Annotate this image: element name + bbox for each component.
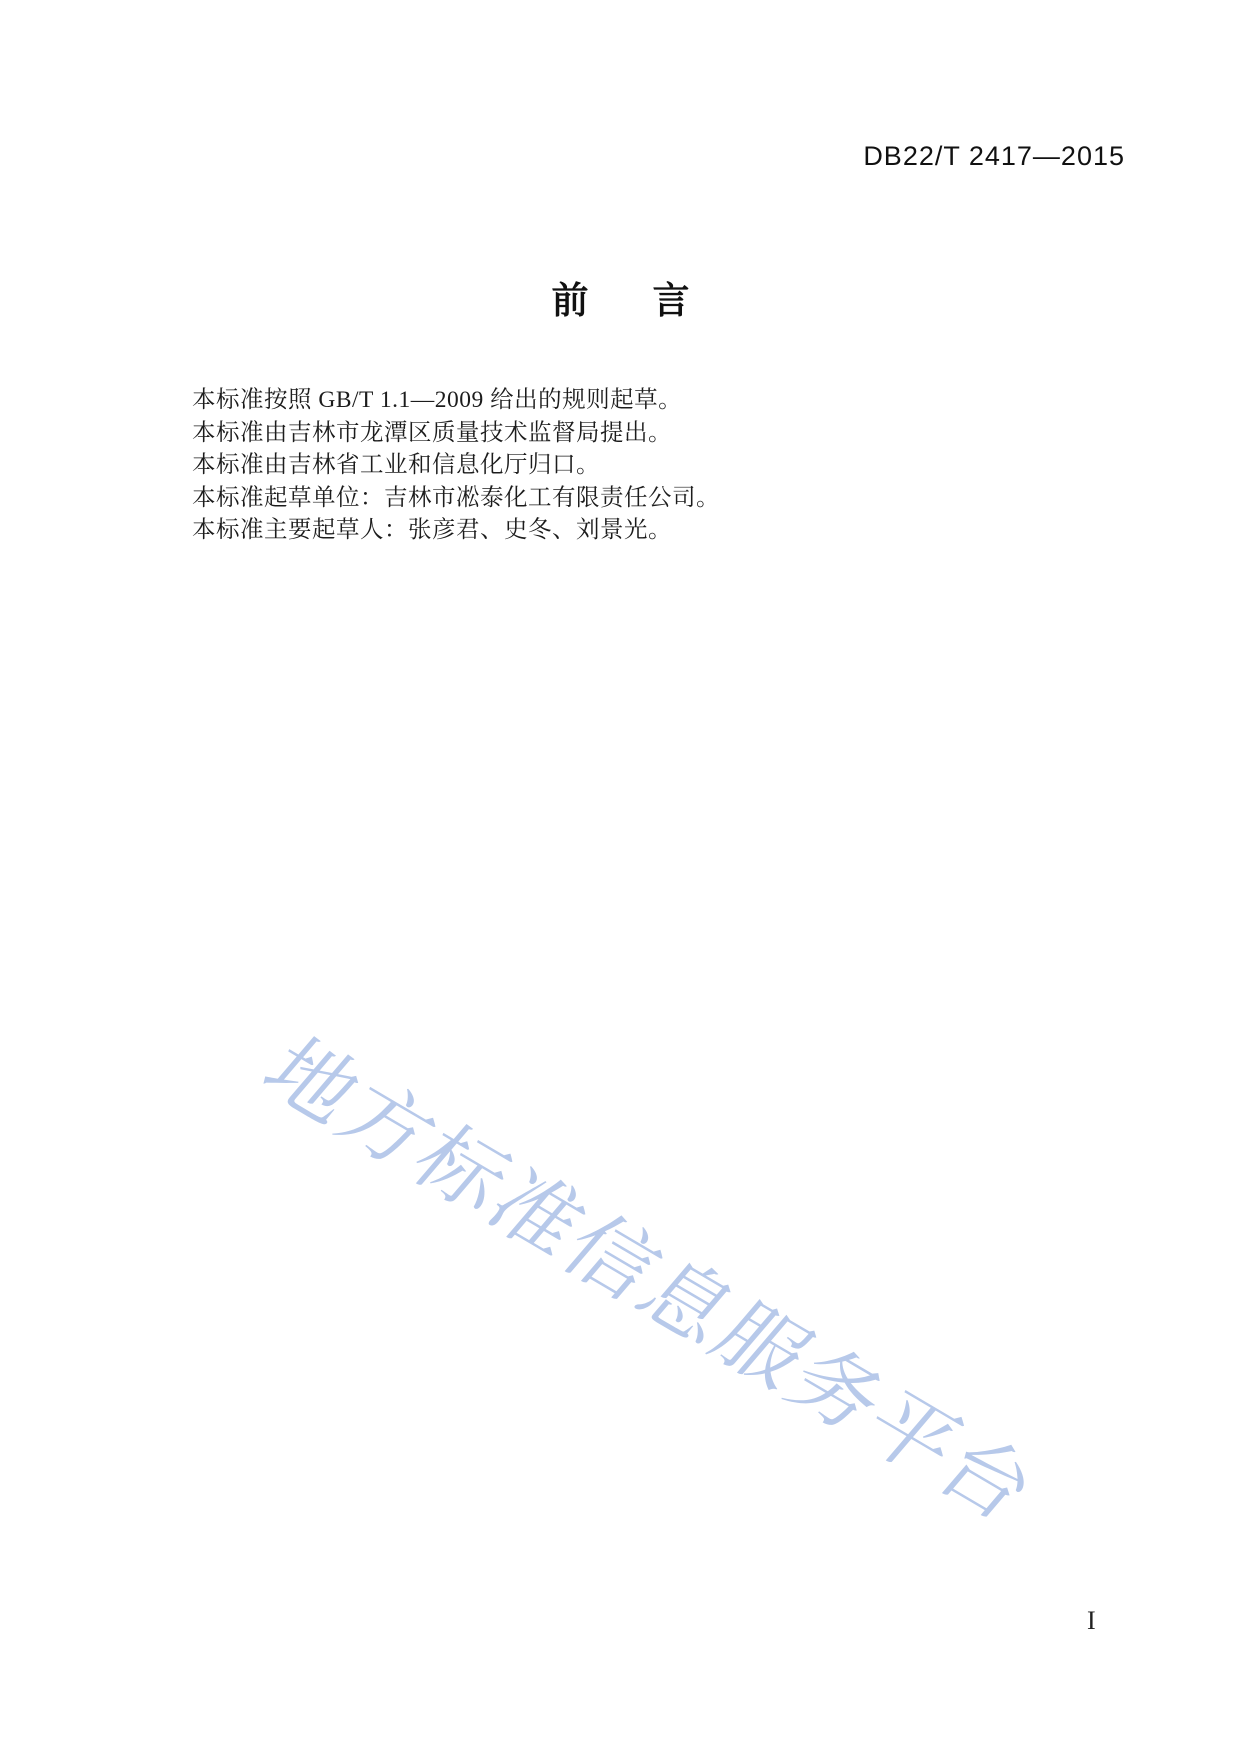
page-title-char-2: 言 <box>652 280 690 321</box>
foreword-body <box>192 384 1092 547</box>
foreword-line-drafting-organization: 本标准起草单位：吉林市凇泰化工有限责任公司。 <box>192 484 720 511</box>
page-title <box>0 270 1241 324</box>
foreword-line-main-drafters: 本标准主要起草人：张彦君、史冬、刘景光。 <box>192 517 672 543</box>
foreword-line-drafting-rules: 本标准按照 GB/T 1.1—2009 给出的规则起草。 <box>192 387 683 413</box>
foreword-line-proposed-by: 本标准由吉林市龙潭区质量技术监督局提出。 <box>192 419 672 446</box>
standard-number: DB22/T 2417—2015 <box>863 141 1125 171</box>
page-number: I <box>1087 1606 1096 1635</box>
diagonal-watermark: 地方标准信息服务平台 <box>244 1024 1056 1539</box>
foreword-line-centralized-by: 本标准由吉林省工业和信息化厅归口。 <box>192 452 600 478</box>
page-title-char-1: 前 <box>551 280 589 321</box>
